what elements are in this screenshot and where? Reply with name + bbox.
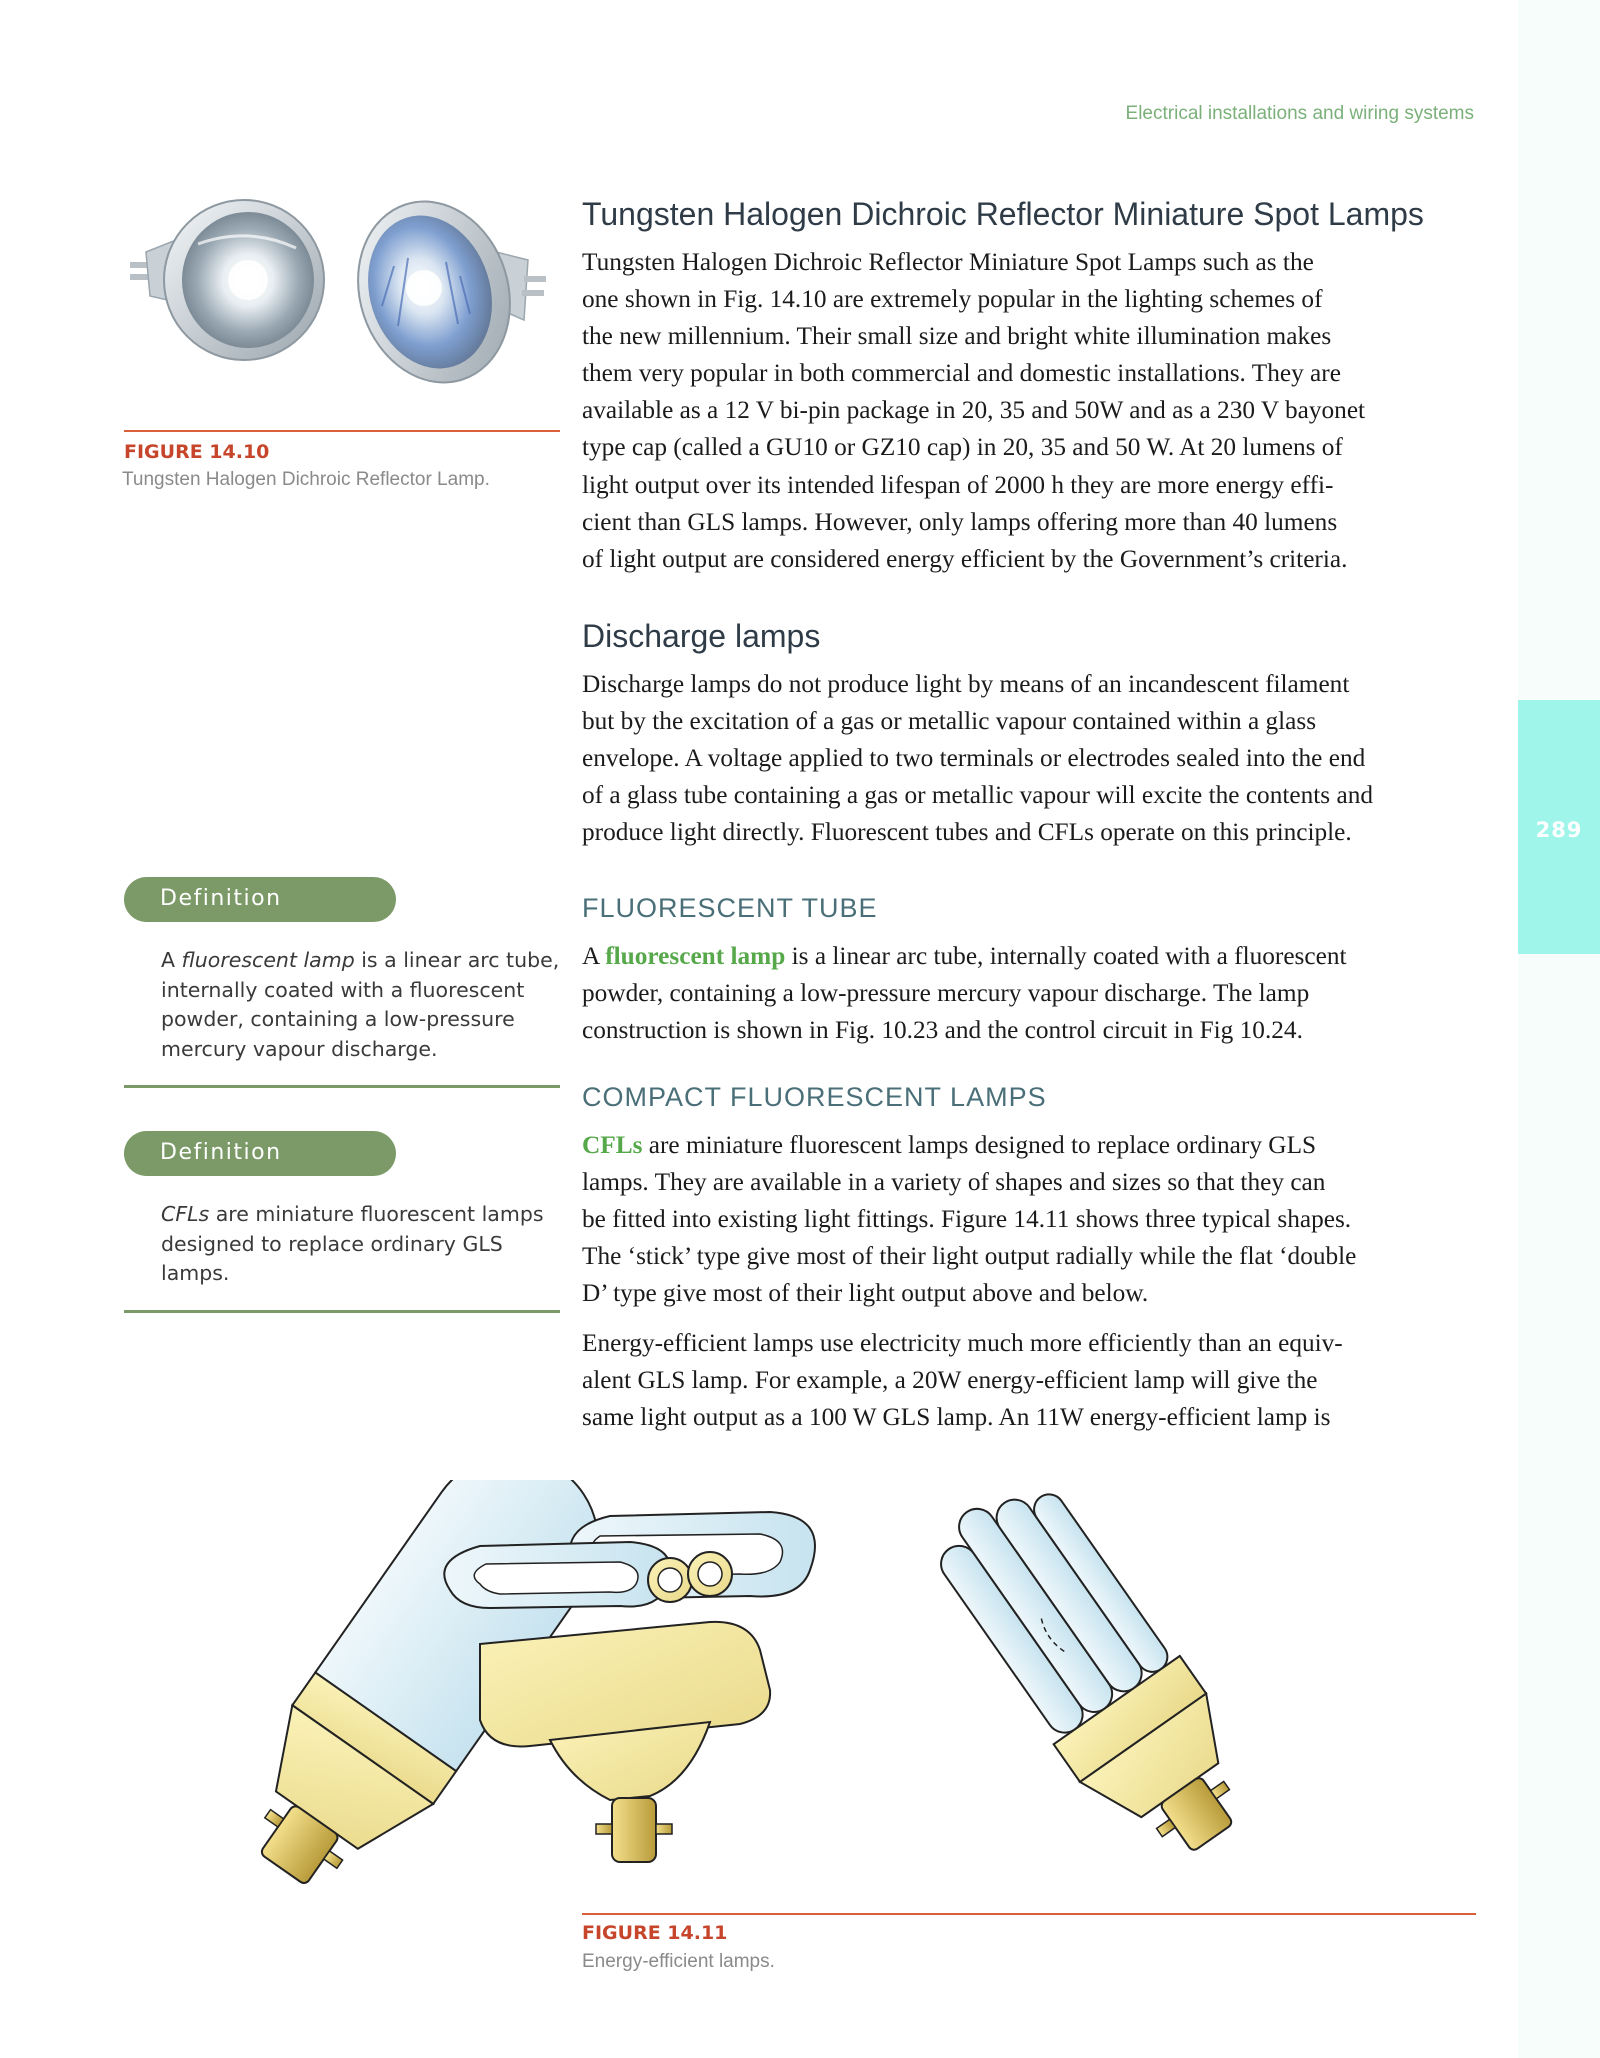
paragraph-discharge xyxy=(582,666,1476,851)
definition-1-text xyxy=(161,946,560,1064)
heading-cfl: COMPACT FLUORESCENT LAMPS xyxy=(582,1082,1047,1112)
text-line: be fitted into existing light fittings. Figure 14.11 shows three typical shapes. xyxy=(582,1205,1352,1234)
definition-1-rule xyxy=(124,1085,560,1088)
definition-2-line: are miniature fluorescent lamps xyxy=(209,1202,544,1226)
definition-1-title: Definition xyxy=(160,886,282,911)
definition-2-header xyxy=(124,1131,396,1176)
text-line xyxy=(582,1127,1476,1164)
page-edge-stripe xyxy=(1518,0,1600,2058)
paragraph-halogen xyxy=(582,244,1476,578)
text-line: of light output are considered energy efficient by the Government’s criteria. xyxy=(582,544,1348,573)
text-line: Energy-efficient lamps use electricity much more efficiently than an equiv- xyxy=(582,1329,1343,1357)
running-header: Electrical installations and wiring systems xyxy=(1125,103,1474,124)
line-suffix: is a linear arc tube, internally coated with a fluorescent xyxy=(785,942,1347,970)
page-number: 289 xyxy=(1535,818,1583,842)
paragraph-cfl xyxy=(582,1127,1476,1312)
figure-14-11-label: FIGURE 14.11 xyxy=(582,1922,728,1944)
text-line: alent GLS lamp. For example, a 20W energy-efficient lamp will give the xyxy=(582,1366,1318,1395)
paragraph-energy-efficient xyxy=(582,1325,1476,1436)
definition-2-line: designed to replace ordinary GLS xyxy=(161,1231,503,1256)
halogen-lamp-left xyxy=(130,200,324,360)
figure-14-10-caption: Tungsten Halogen Dichroic Reflector Lamp. xyxy=(122,469,490,490)
cfl-stick-lamp xyxy=(916,1480,1276,1882)
definition-2-rule xyxy=(124,1310,560,1313)
line-suffix: are miniature fluorescent lamps designed to replace ordinary GLS xyxy=(642,1131,1317,1159)
paragraph-fluorescent xyxy=(582,938,1476,1049)
definition-1-line: is a linear arc tube, xyxy=(354,948,560,972)
figure-14-10-rule xyxy=(124,430,560,432)
text-line: envelope. A voltage applied to two terminals or electrodes sealed into the end xyxy=(582,744,1366,773)
text-line: the new millennium. Their small size and bright white illumination makes xyxy=(582,322,1332,351)
text-line: but by the excitation of a gas or metallic vapour contained within a glass xyxy=(582,707,1317,736)
definition-1-header xyxy=(124,877,396,922)
text-line: construction is shown in Fig. 10.23 and the control circuit in Fig 10.24. xyxy=(582,1016,1303,1045)
text-line: lamps. They are available in a variety of shapes and sizes so that they can xyxy=(582,1168,1326,1197)
text-line: powder, containing a low-pressure mercury vapour discharge. The lamp xyxy=(582,979,1310,1008)
figure-14-11-caption: Energy-efficient lamps. xyxy=(582,1951,775,1972)
figure-14-10-image xyxy=(124,196,564,436)
text-line: The ‘stick’ type give most of their light output radially while the flat ‘double xyxy=(582,1242,1357,1271)
definition-1-line: mercury vapour discharge. xyxy=(161,1036,438,1061)
heading-discharge: Discharge lamps xyxy=(582,618,821,654)
text-line: cient than GLS lamps. However, only lamps offering more than 40 lumens xyxy=(582,507,1338,536)
text-line xyxy=(582,938,1476,975)
definition-2-title: Definition xyxy=(160,1140,282,1165)
heading-fluorescent-tube: FLUORESCENT TUBE xyxy=(582,893,878,923)
definition-2-line: lamps. xyxy=(161,1261,230,1285)
definition-1-line: internally coated with a fluorescent xyxy=(161,977,525,1002)
heading-halogen: Tungsten Halogen Dichroic Reflector Miniature Spot Lamps xyxy=(582,196,1424,232)
term-fluorescent-lamp: fluorescent lamp xyxy=(605,942,786,970)
text-line: them very popular in both commercial and domestic installations. They are xyxy=(582,359,1341,388)
definition-2-term: CFLs xyxy=(161,1202,210,1226)
figure-14-10-label: FIGURE 14.10 xyxy=(124,441,270,463)
text-line: one shown in Fig. 14.10 are extremely popular in the lighting schemes of xyxy=(582,285,1323,314)
definition-1-term: fluorescent lamp xyxy=(181,948,355,972)
definition-2-text xyxy=(161,1200,560,1289)
text-line: produce light directly. Fluorescent tubes and CFLs operate on this principle. xyxy=(582,818,1352,847)
text-line: same light output as a 100 W GLS lamp. An 11W energy-efficient lamp is xyxy=(582,1403,1331,1432)
halogen-lamp-right xyxy=(335,196,546,402)
text-line: light output over its intended lifespan of 2000 h they are more energy effi- xyxy=(582,470,1334,499)
text-line: D’ type give most of their light output above and below. xyxy=(582,1279,1149,1308)
text-line: type cap (called a GU10 or GZ10 cap) in 20, 35 and 50 W. At 20 lumens of xyxy=(582,433,1343,462)
figure-14-11-image xyxy=(150,1480,1480,1920)
term-cfls: CFLs xyxy=(582,1131,643,1159)
text-line: Tungsten Halogen Dichroic Reflector Miniature Spot Lamps such as the xyxy=(582,248,1314,276)
text-line: of a glass tube containing a gas or metallic vapour will excite the contents and xyxy=(582,781,1373,810)
text-line: available as a 12 V bi-pin package in 20, 35 and 50W and as a 230 V bayonet xyxy=(582,396,1366,425)
text-line: Discharge lamps do not produce light by means of an incandescent filament xyxy=(582,670,1350,698)
definition-1-line: powder, containing a low-pressure xyxy=(161,1007,515,1031)
definition-1-prefix: A xyxy=(161,948,182,972)
line-prefix: A xyxy=(582,942,606,970)
figure-14-11-rule xyxy=(582,1913,1476,1915)
cfl-double-d-lamp xyxy=(444,1512,815,1862)
